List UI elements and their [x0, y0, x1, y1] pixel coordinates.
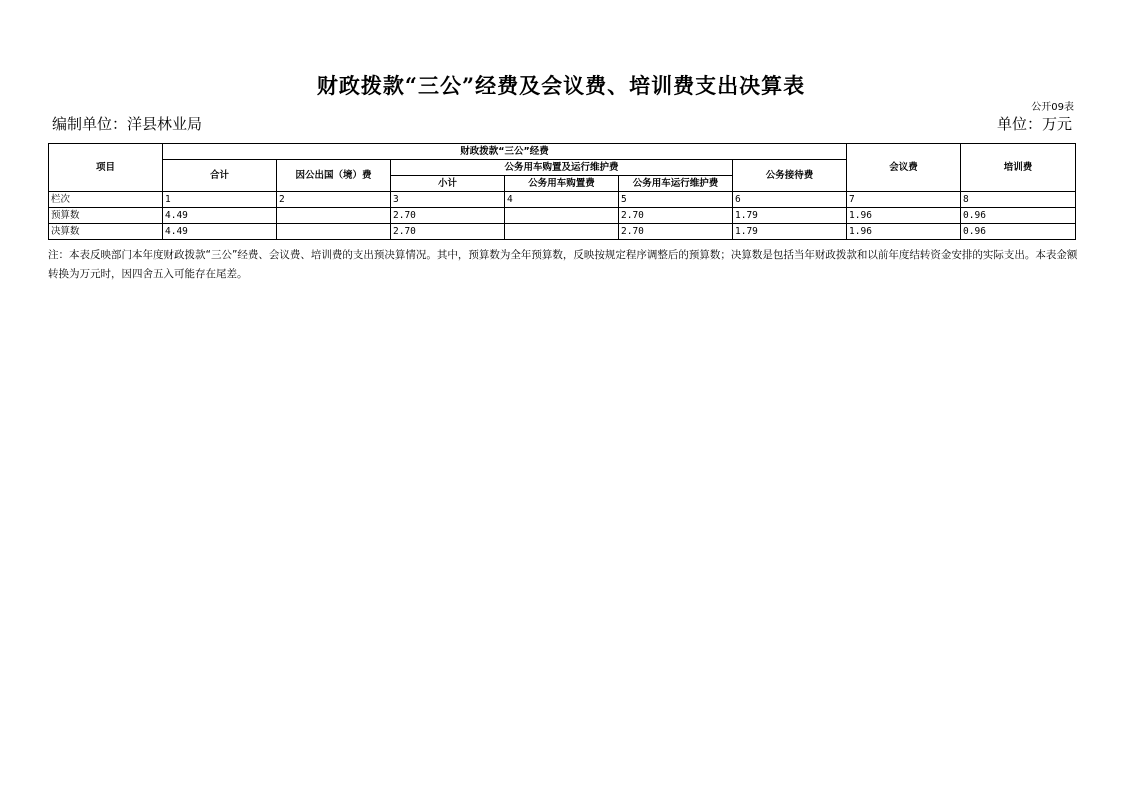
- page-title: 财政拨款“三公”经费及会议费、培训费支出决算表: [316, 73, 806, 98]
- expenditure-table: [48, 143, 1076, 240]
- cell-vehicle-purchase: [505, 208, 619, 224]
- cell-subtotal: 2.70: [391, 208, 505, 224]
- header-vehicle-purchase: 公务用车购置费: [505, 176, 619, 192]
- header-vehicle-operation: 公务用车运行维护费: [619, 176, 733, 192]
- header-subtotal: 小计: [391, 176, 505, 192]
- table-row: [49, 224, 1076, 240]
- cell-vehicle-purchase: [505, 224, 619, 240]
- cell-training: 8: [961, 192, 1076, 208]
- cell-abroad: [277, 224, 391, 240]
- currency-unit: 单位：万元: [996, 115, 1072, 133]
- cell-training: 0.96: [961, 224, 1076, 240]
- header-reception: 公务接待费: [733, 160, 847, 192]
- cell-meeting: 1.96: [847, 208, 961, 224]
- cell-reception: 1.79: [733, 224, 847, 240]
- row-label: 栏次: [49, 192, 163, 208]
- row-label: 预算数: [49, 208, 163, 224]
- table-row: [49, 192, 1076, 208]
- table-note: 注：本表反映部门本年度财政拨款“三公”经费、会议费、培训费的支出预决算情况。其中，预算数为全年预算数，反映按规定程序调整后的预算数；决算数是包括当年财政拨款和以前年度结转资金安排的实际支出。本表金额转换为万元时，因四舍五入可能存在尾差。: [48, 249, 1078, 280]
- row-label: 决算数: [49, 224, 163, 240]
- table-row: [49, 208, 1076, 224]
- header-vehicle-group: 公务用车购置及运行维护费: [391, 160, 733, 176]
- cell-meeting: 1.96: [847, 224, 961, 240]
- header-total: 合计: [163, 160, 277, 192]
- header-meeting: 会议费: [847, 144, 961, 192]
- cell-abroad: [277, 208, 391, 224]
- cell-reception: 1.79: [733, 208, 847, 224]
- header-training: 培训费: [961, 144, 1076, 192]
- cell-vehicle-operation: 2.70: [619, 224, 733, 240]
- cell-subtotal: 2.70: [391, 224, 505, 240]
- header-item: 项目: [49, 144, 163, 192]
- cell-subtotal: 3: [391, 192, 505, 208]
- cell-reception: 6: [733, 192, 847, 208]
- cell-total: 4.49: [163, 208, 277, 224]
- header-abroad: 因公出国（境）费: [277, 160, 391, 192]
- cell-training: 0.96: [961, 208, 1076, 224]
- cell-meeting: 7: [847, 192, 961, 208]
- cell-abroad: 2: [277, 192, 391, 208]
- header-sangong: 财政拨款“三公”经费: [163, 144, 847, 160]
- cell-vehicle-purchase: 4: [505, 192, 619, 208]
- cell-total: 1: [163, 192, 277, 208]
- cell-total: 4.49: [163, 224, 277, 240]
- cell-vehicle-operation: 2.70: [619, 208, 733, 224]
- compiling-unit: 编制单位：洋县林业局: [52, 115, 203, 133]
- header-row-1: [49, 144, 1076, 160]
- cell-vehicle-operation: 5: [619, 192, 733, 208]
- form-number: 公开09表: [1031, 102, 1074, 113]
